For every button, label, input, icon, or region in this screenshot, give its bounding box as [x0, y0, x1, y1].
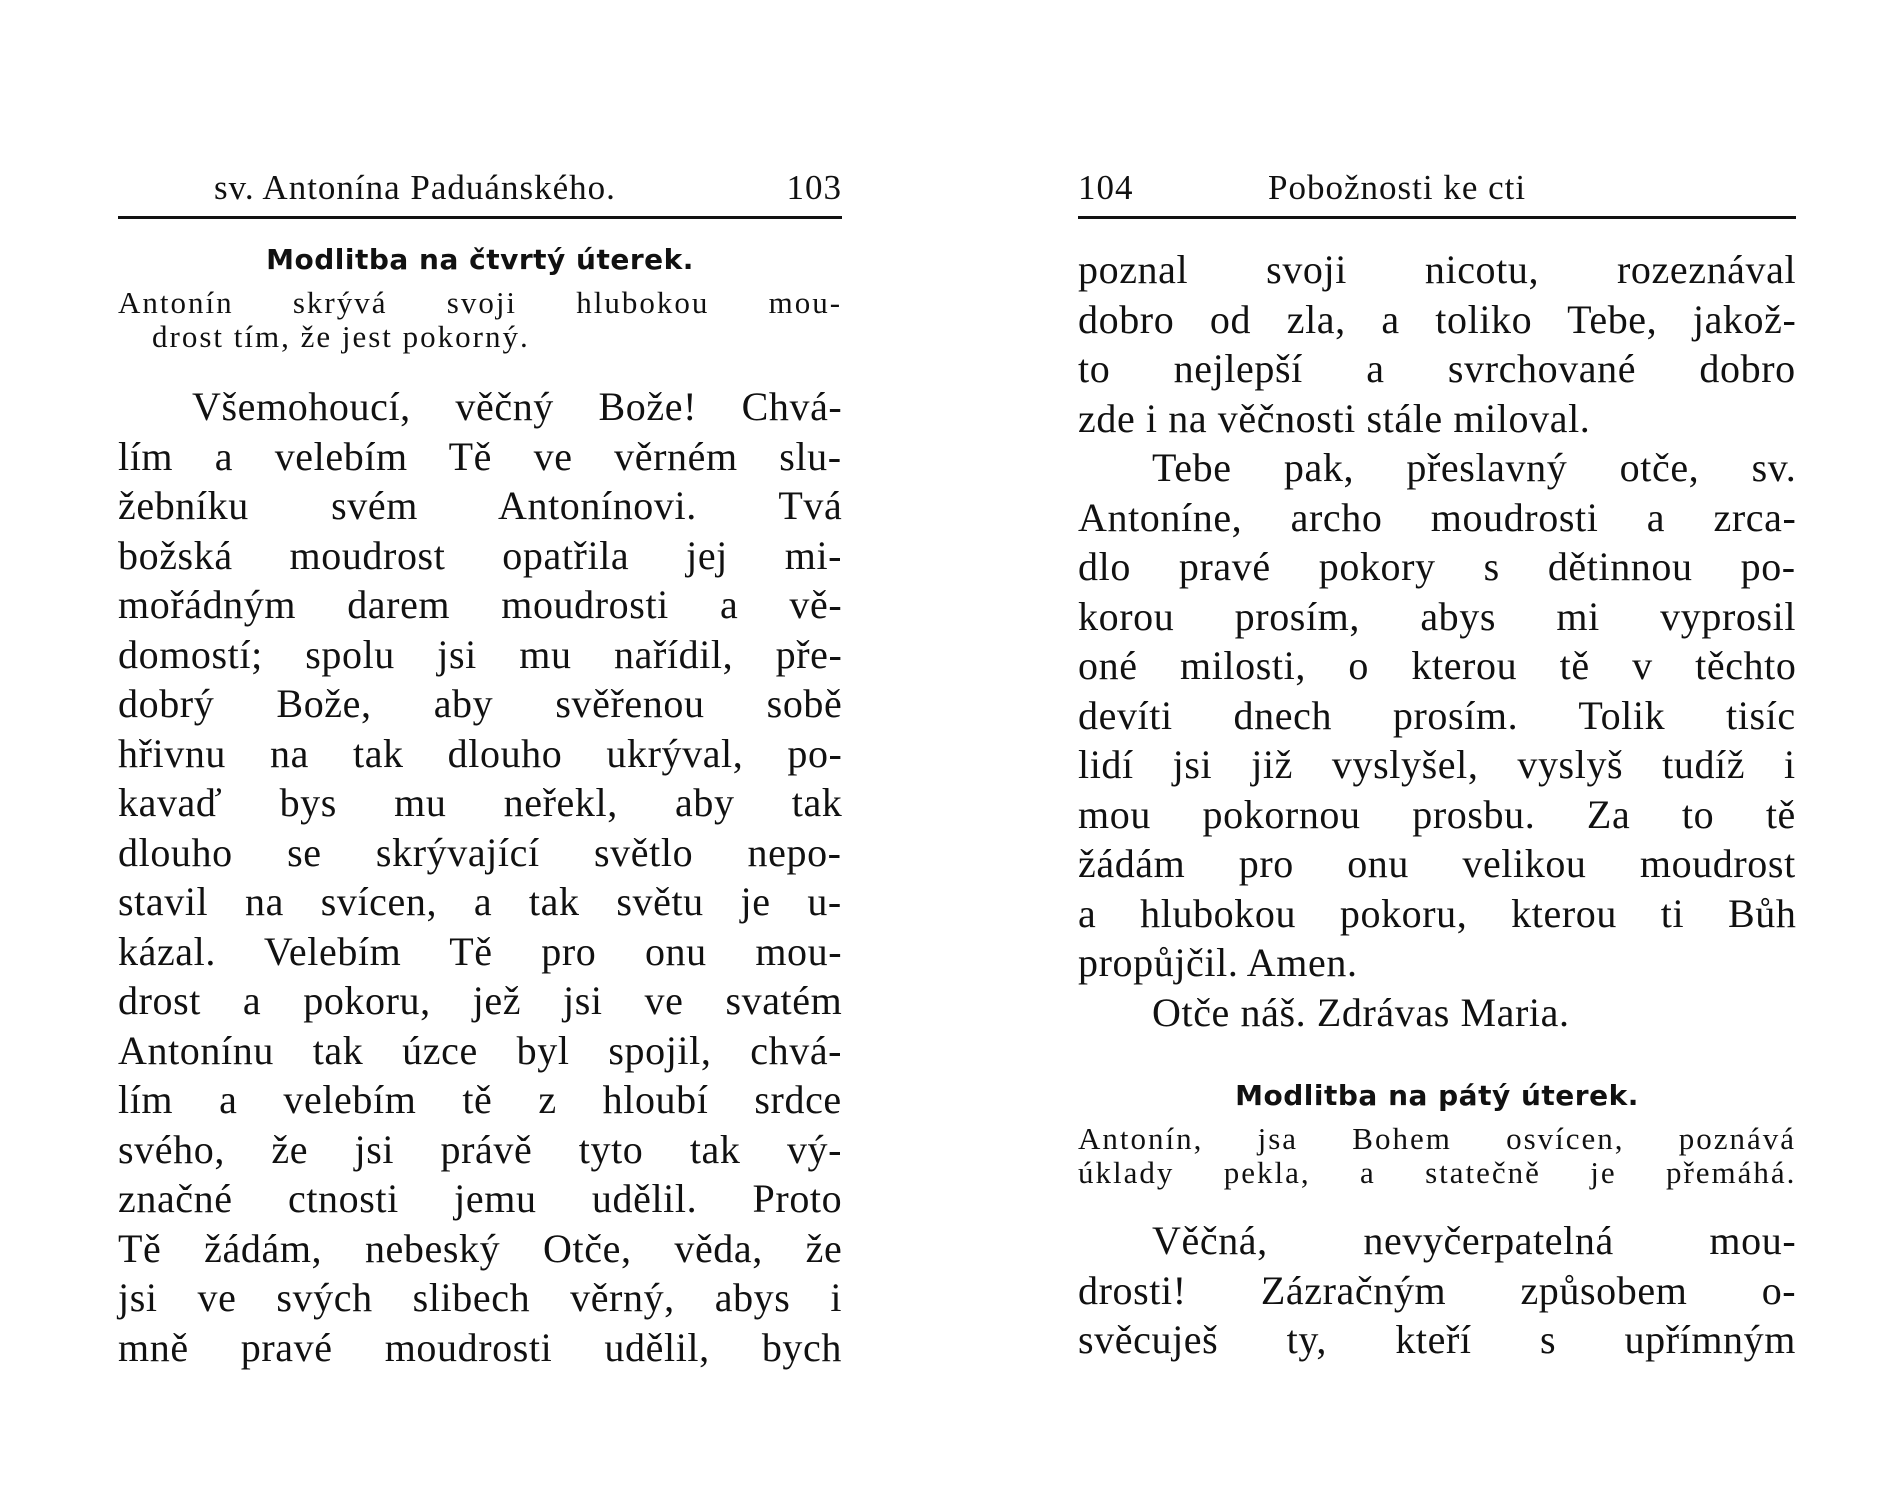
body-line: drost a pokoru, jež jsi ve svatém: [118, 978, 843, 1023]
subtitle-line: úklady pekla, a statečně je přemáhá.: [1078, 1155, 1797, 1190]
body-line: Antonínu tak úzce byl spojil, chvá-: [118, 1027, 843, 1073]
body-line: Tebe pak, přeslavný otče, sv.: [1152, 445, 1797, 490]
body-line: mořádným darem moudrosti a vě-: [118, 582, 843, 627]
left-prayer-subtitle: [118, 286, 842, 354]
body-line: domostí; spolu jsi mu nařídil, pře-: [118, 631, 843, 677]
left-page-number: 103: [786, 168, 842, 207]
right-body-text-continued: [1078, 245, 1796, 1037]
body-line: propůjčil. Amen.: [1078, 940, 1358, 985]
body-line: svěcuješ ty, kteří s upřímným: [1078, 1317, 1796, 1362]
body-line: mou pokornou prosbu. Za to tě: [1078, 791, 1796, 837]
body-line: Věčná, nevyčerpatelná mou-: [1152, 1218, 1797, 1263]
body-line: Otče náš. Zdrávas Maria.: [1152, 989, 1570, 1035]
body-line: to nejlepší a svrchované dobro: [1078, 346, 1796, 391]
subtitle-line: Antonín skrývá svoji hlubokou mou-: [118, 285, 843, 320]
body-line: Antoníne, archo moudrosti a zrca-: [1078, 494, 1797, 540]
body-line: lím a velebím Tě ve věrném slu-: [118, 433, 842, 479]
right-prayer-subtitle: [1078, 1122, 1796, 1190]
left-header-rule: [118, 216, 842, 219]
body-line: dobrý Bože, aby svěřenou sobě: [118, 681, 843, 726]
subtitle-line: drost tím, že jest pokorný.: [152, 319, 530, 354]
body-line: jsi ve svých slibech věrný, abys i: [118, 1275, 843, 1320]
body-line: lidí jsi již vyslyšel, vyslyš tudíž i: [1078, 742, 1796, 787]
body-line: Všemohoucí, věčný Bože! Chvá-: [192, 384, 843, 429]
left-page: [118, 160, 842, 1372]
body-line: kavaď bys mu neřekl, aby tak: [118, 780, 843, 825]
right-body-text-new-prayer: [1078, 1216, 1796, 1365]
body-line: dlo pravé pokory s dětinnou po-: [1078, 544, 1796, 589]
body-line: žebníku svém Antonínovi. Tvá: [118, 483, 843, 528]
right-prayer-heading: Modlitba na pátý úterek.: [1235, 1079, 1639, 1112]
body-line: stavil na svícen, a tak světu je u-: [118, 879, 842, 924]
body-line: svého, že jsi právě tyto tak vý-: [118, 1126, 843, 1172]
left-prayer-heading: Modlitba na čtvrtý úterek.: [266, 243, 694, 276]
body-line: hřivnu na tak dlouho ukrýval, po-: [118, 730, 843, 776]
body-line: a hlubokou pokoru, kterou ti Bůh: [1078, 890, 1797, 936]
body-line: žádám pro onu velikou moudrost: [1078, 841, 1796, 886]
body-line: dobro od zla, a toliko Tebe, jakož-: [1078, 296, 1797, 342]
right-page-number: 104: [1078, 168, 1134, 207]
right-running-title: Pobožnosti ke cti: [1268, 168, 1527, 207]
body-line: drosti! Zázračným způsobem o-: [1078, 1267, 1797, 1313]
body-line: Tě žádám, nebeský Otče, věda, že: [118, 1225, 843, 1271]
left-running-head: [118, 160, 842, 212]
right-page: [1078, 160, 1796, 1365]
body-line: zde i na věčnosti stále miloval.: [1078, 395, 1591, 441]
body-line: korou prosím, abys mi vyprosil: [1078, 593, 1797, 639]
body-line: dlouho se skrývající světlo nepo-: [118, 829, 842, 875]
body-line: mně pravé moudrosti udělil, bych: [118, 1324, 842, 1370]
body-line: poznal svoji nicotu, rozeznával: [1078, 247, 1797, 292]
right-header-rule: [1078, 216, 1796, 219]
body-line: kázal. Velebím Tě pro onu mou-: [118, 928, 843, 974]
body-line: oné milosti, o kterou tě v těchto: [1078, 643, 1797, 688]
left-body-text: [118, 382, 842, 1372]
right-running-head: [1078, 160, 1796, 212]
left-running-title: sv. Antonína Paduánského.: [214, 168, 616, 207]
body-line: devíti dnech prosím. Tolik tisíc: [1078, 692, 1796, 738]
body-line: lím a velebím tě z hloubí srdce: [118, 1077, 842, 1122]
body-line: značné ctnosti jemu udělil. Proto: [118, 1176, 843, 1221]
subtitle-line: Antonín, jsa Bohem osvícen, poznává: [1078, 1121, 1797, 1156]
body-line: božská moudrost opatřila jej mi-: [118, 532, 843, 578]
